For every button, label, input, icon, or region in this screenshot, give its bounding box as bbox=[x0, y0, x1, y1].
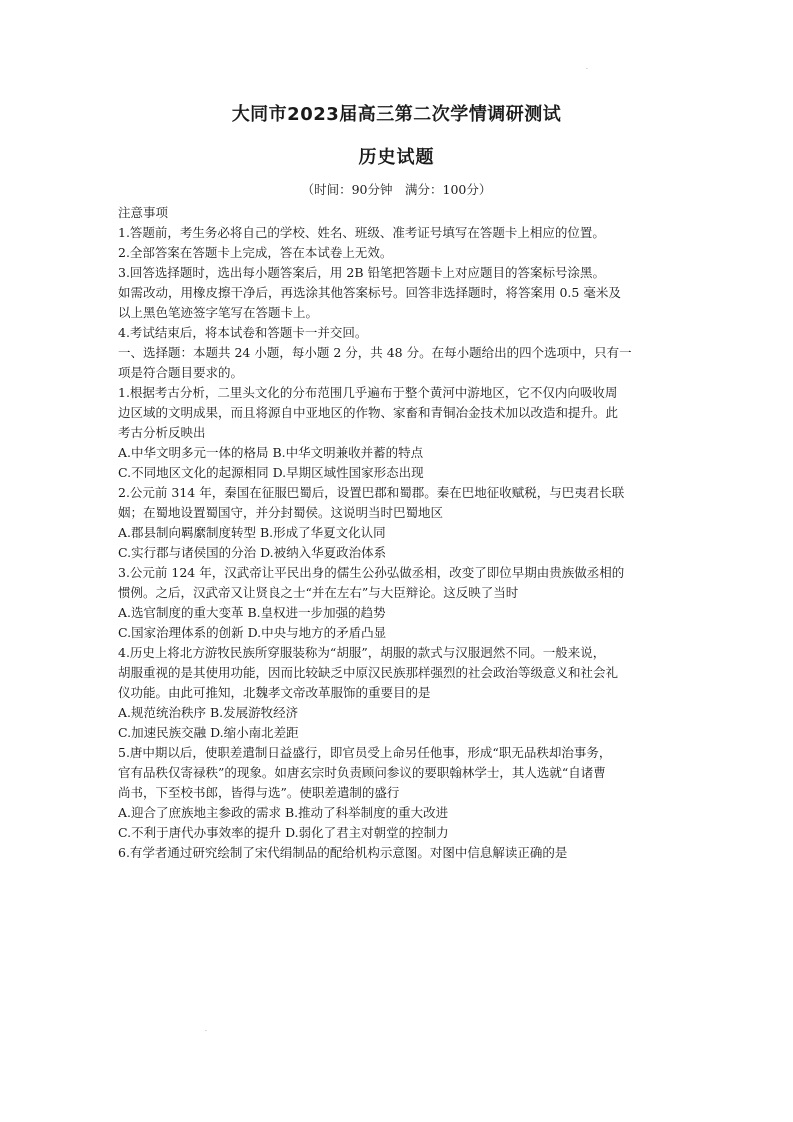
question-stem-line: 尚书，下至校书郎，皆得与选”。使职差遣制的盛行 bbox=[118, 785, 400, 800]
exam-subtitle: 历史试题 bbox=[358, 147, 435, 168]
question-2 bbox=[118, 483, 678, 563]
question-options: C.不同地区文化的起源相同 D.早期区域性国家形态出现 bbox=[118, 465, 424, 480]
exam-body bbox=[118, 203, 678, 863]
question-options: C.不利于唐代办事效率的提升 D.弱化了君主对朝堂的控制力 bbox=[118, 825, 449, 840]
note-line: 3.回答选择题时，选出每小题答案后，用 2B 铅笔把答题卡上对应题目的答案标号涂黑。 bbox=[118, 265, 606, 280]
question-stem-line: 2.公元前 314 年，秦国在征服巴蜀后，设置巴郡和蜀郡。秦在巴地征收赋税，与巴夷君长联 bbox=[118, 485, 625, 500]
question-stem-line: 胡服重视的是其使用功能，因而比较缺乏中原汉民族那样强烈的社会政治等级意义和社会礼 bbox=[118, 665, 619, 680]
question-stem-line: 1.根据考古分析，二里头文化的分布范围几乎遍布于整个黄河中游地区，它不仅内向吸收周 bbox=[118, 385, 618, 400]
question-options: A.迎合了庶族地主参政的需求 B.推动了科举制度的重大改进 bbox=[118, 805, 449, 820]
question-stem-line: 5.唐中期以后，使职差遣制日益盛行，即官员受上命另任他事，形成“职无品秩却治事务， bbox=[118, 745, 612, 760]
scan-dot: . bbox=[205, 1026, 207, 1033]
question-options: A.规范统治秩序 B.发展游牧经济 bbox=[118, 705, 299, 720]
question-stem-line: 4.历史上将北方游牧民族所穿服装称为“胡服”，胡服的款式与汉服迥然不同。一般来说， bbox=[118, 645, 606, 660]
question-options: C.实行郡与诸侯国的分治 D.被纳入华夏政治体系 bbox=[118, 545, 387, 560]
question-stem-line: 6.有学者通过研究绘制了宋代绢制品的配给机构示意图。对图中信息解读正确的是 bbox=[118, 845, 568, 860]
question-1 bbox=[118, 383, 678, 483]
note-line: 4.考试结束后，将本试卷和答题卡一并交回。 bbox=[118, 325, 368, 340]
question-options: A.选官制度的重大变革 B.皇权进一步加强的趋势 bbox=[118, 605, 386, 620]
question-stem-line: 惯例。之后，汉武帝又让贤良之士“并在左右”与大臣辩论。这反映了当时 bbox=[118, 585, 519, 600]
note-line: 1.答题前，考生务必将自己的学校、姓名、班级、准考证号填写在答题卡上相应的位置。 bbox=[118, 225, 605, 240]
question-3 bbox=[118, 563, 678, 643]
question-options: A.郡县制向羁縻制度转型 B.形成了华夏文化认同 bbox=[118, 525, 386, 540]
question-stem-line: 考古分析反映出 bbox=[118, 425, 206, 440]
question-4 bbox=[118, 643, 678, 743]
question-stem-line: 姻；在蜀地设置蜀国守，并分封蜀侯。这说明当时巴蜀地区 bbox=[118, 505, 444, 520]
note-line: 如需改动，用橡皮擦干净后，再选涂其他答案标号。回答非选择题时，将答案用 0.5 毫米及 bbox=[118, 285, 621, 300]
question-options: C.国家治理体系的创新 D.中央与地方的矛盾凸显 bbox=[118, 625, 387, 640]
notes-heading: 注意事项 bbox=[118, 205, 169, 220]
note-line: 2.全部答案在答题卡上完成，答在本试卷上无效。 bbox=[118, 245, 393, 260]
exam-title: 大同市2023届高三第二次学情调研测试 bbox=[231, 104, 562, 125]
question-options: C.加速民族交融 D.缩小南北差距 bbox=[118, 725, 299, 740]
scan-dot: . bbox=[586, 64, 588, 71]
question-stem-line: 3.公元前 124 年，汉武帝让平民出身的儒生公孙弘做丞相，改变了即位早期由贵族做丞相的 bbox=[118, 565, 625, 580]
question-6 bbox=[118, 843, 678, 863]
note-line: 以上黑色笔迹签字笔写在答题卡上。 bbox=[118, 305, 319, 320]
section-instruction: 一、选择题：本题共 24 小题，每小题 2 分，共 48 分。在每小题给出的四个选项中，只有一 bbox=[118, 345, 632, 360]
question-stem-line: 边区域的文明成果，而且将源自中亚地区的作物、家畜和青铜冶金技术加以改造和提升。此 bbox=[118, 405, 619, 420]
question-5 bbox=[118, 743, 678, 843]
question-stem-line: 官有品秩仅寄禄秩”的现象。如唐玄宗时负责顾问参议的要职翰林学士，其人选就“自诸曹 bbox=[118, 765, 606, 780]
question-options: A.中华文明多元一体的格局 B.中华文明兼收并蓄的特点 bbox=[118, 445, 424, 460]
section-instruction: 项是符合题目要求的。 bbox=[118, 365, 244, 380]
question-stem-line: 仪功能。由此可推知，北魏孝文帝改革服饰的重要目的是 bbox=[118, 685, 431, 700]
exam-meta: （时间：90分钟 满分：100分） bbox=[301, 182, 492, 197]
